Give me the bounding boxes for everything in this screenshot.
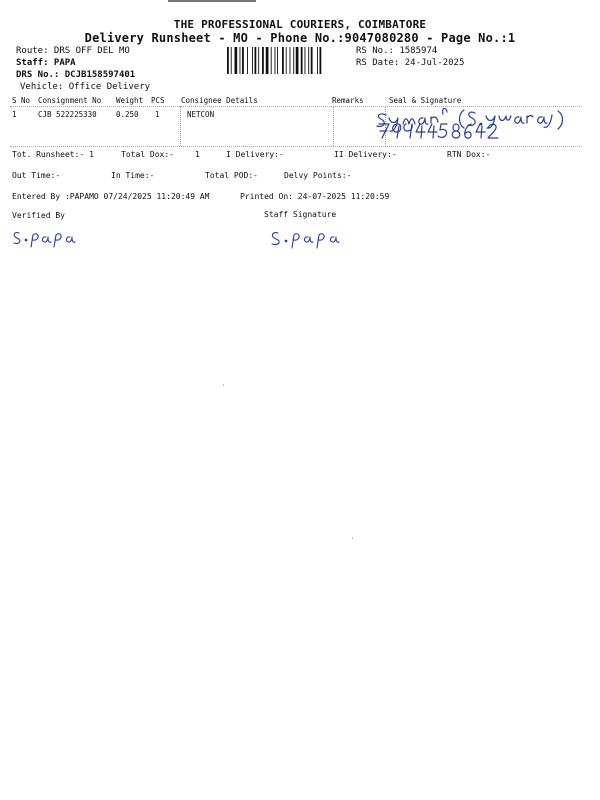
- row-consignment-no: CJB 522225330: [38, 110, 97, 119]
- total-pod: Total POD:-: [205, 171, 258, 180]
- verified-by-signature: [10, 227, 90, 249]
- drs-number: DRS No.: DCJB158597401: [16, 70, 136, 80]
- col-header-consignee: Consignee Details: [181, 96, 258, 105]
- scan-speck: [223, 384, 224, 386]
- rtn-dox: RTN Dox:-: [447, 150, 491, 159]
- row-sno: 1: [12, 110, 17, 119]
- rs-date: RS Date: 24-Jul-2025: [356, 58, 465, 68]
- staff-signature: [268, 227, 358, 251]
- col-header-consignment: Consignment No: [38, 96, 102, 105]
- company-title: THE PROFESSIONAL COURIERS, COIMBATORE: [173, 18, 427, 31]
- scan-speck: [352, 537, 353, 539]
- column-divider: [333, 106, 334, 146]
- verified-by-label: Verified By: [12, 211, 65, 220]
- staff-label: Staff: PAPA: [16, 58, 76, 68]
- total-dox-label: Total Dox:-: [121, 150, 174, 159]
- total-dox-value: 1: [195, 150, 200, 159]
- vehicle-label: Vehicle: Office Delivery: [20, 82, 151, 92]
- entered-by: Entered By :PAPAMO 07/24/2025 11:20:49 AM: [12, 192, 210, 201]
- delvy-points: Delvy Points:-: [284, 171, 352, 180]
- receiver-phone-handwritten: [376, 120, 506, 144]
- table-bottom-divider: [10, 146, 580, 147]
- in-time: In Time:-: [111, 171, 155, 180]
- row-consignee: NETCON: [187, 110, 215, 119]
- ii-delivery: II Delivery:-: [334, 150, 397, 159]
- staff-signature-label: Staff Signature: [264, 210, 337, 219]
- row-pcs: 1: [155, 110, 160, 119]
- rs-number: RS No.: 1585974: [356, 46, 438, 56]
- col-header-seal-signature: Seal & Signature: [389, 96, 462, 105]
- column-divider: [180, 106, 181, 146]
- col-header-remarks: Remarks: [332, 96, 364, 105]
- route-label: Route: DRS OFF DEL MO: [16, 46, 130, 56]
- runsheet-subtitle: Delivery Runsheet - MO - Phone No.:9047080280 - Page No.:1: [84, 31, 516, 45]
- scan-mark: [168, 0, 256, 2]
- col-header-weight: Weight: [116, 96, 144, 105]
- printed-on: Printed On: 24-07-2025 11:20:59: [240, 192, 390, 201]
- col-header-sno: S No: [12, 96, 31, 105]
- i-delivery: I Delivery:-: [226, 150, 284, 159]
- col-header-pcs: PCS: [151, 96, 165, 105]
- tot-runsheet: Tot. Runsheet:- 1: [12, 150, 94, 159]
- out-time: Out Time:-: [12, 171, 61, 180]
- row-weight: 0.250: [116, 110, 139, 119]
- barcode-image: [226, 47, 352, 74]
